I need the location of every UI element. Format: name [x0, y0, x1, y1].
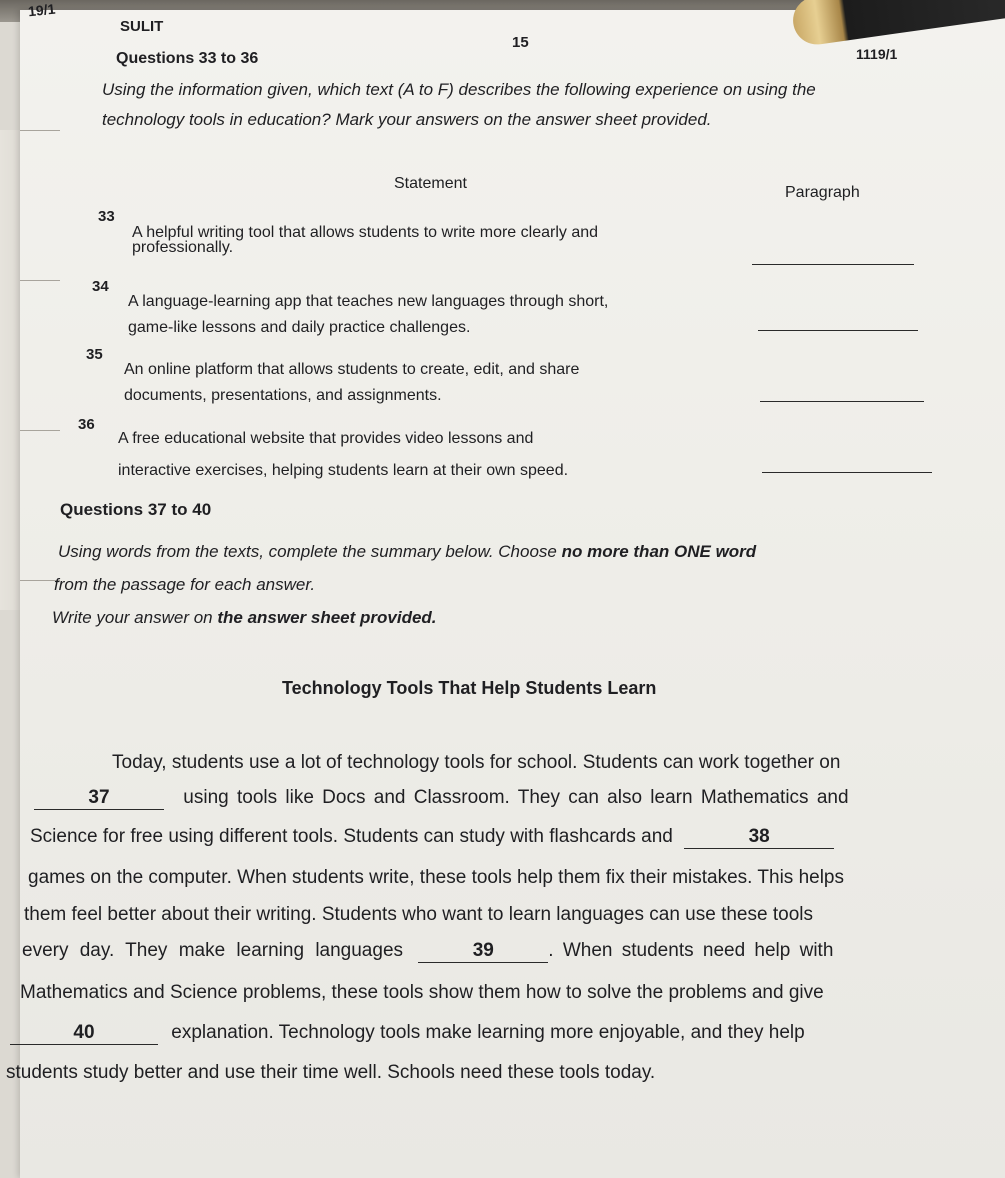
answer-blank-38[interactable] — [684, 826, 834, 849]
answer-blank-39[interactable] — [418, 940, 548, 963]
question-text: A language-learning app that teaches new languages through short, — [128, 293, 609, 310]
answer-blank-34[interactable] — [758, 330, 918, 331]
question-text: professionally. — [132, 239, 234, 256]
summary-line — [30, 826, 834, 849]
summary-line: Today, students use a lot of technology tools for school. Students can work together on — [112, 752, 841, 773]
instruction-text: Write your answer on — [52, 608, 218, 627]
corner-page-code: 19/1 — [27, 0, 57, 20]
answer-blank-37[interactable] — [34, 787, 164, 810]
instruction-text: Using words from the texts, complete the summary below. Choose — [58, 542, 562, 561]
summary-text: . When students need help with — [548, 940, 834, 961]
summary-line — [34, 787, 849, 810]
page-number: 15 — [512, 34, 529, 51]
blank-number: 39 — [472, 940, 494, 961]
blank-number: 38 — [748, 826, 770, 847]
part1-instruction-line2: technology tools in education? Mark your answers on the answer sheet provided. — [102, 110, 712, 129]
page-edge-line — [20, 430, 60, 431]
answer-blank-35[interactable] — [760, 401, 924, 402]
part1-instruction-line1: Using the information given, which text (A to F) describes the following experience on using the — [102, 80, 816, 99]
part2-heading: Questions 37 to 40 — [60, 500, 212, 519]
summary-line: games on the computer. When students write, these tools help them fix their mistakes. This helps — [28, 867, 844, 888]
question-number: 33 — [98, 208, 115, 225]
summary-line — [22, 940, 833, 963]
summary-title: Technology Tools That Help Students Learn — [282, 678, 657, 698]
exam-page — [6, 0, 1005, 1178]
blank-number: 40 — [73, 1022, 95, 1043]
column-paragraph-header: Paragraph — [785, 184, 860, 201]
question-number: 36 — [78, 416, 95, 433]
page-edge-line — [20, 280, 60, 281]
question-text: A free educational website that provides video lessons and — [118, 430, 534, 447]
question-number: 34 — [92, 278, 109, 295]
instruction-emphasis: no more than ONE word — [561, 542, 757, 561]
question-text: documents, presentations, and assignments. — [124, 387, 442, 404]
summary-line: Mathematics and Science problems, these tools show them how to solve the problems and give — [20, 982, 824, 1003]
question-text: game-like lessons and daily practice challenges. — [128, 319, 471, 336]
instruction-emphasis: the answer sheet provided. — [217, 608, 437, 627]
column-statement-header: Statement — [394, 175, 467, 192]
summary-text: Science for free using different tools. Students can study with flashcards and — [30, 826, 673, 847]
summary-text: every day. They make learning languages — [22, 940, 404, 961]
answer-blank-33[interactable] — [752, 264, 914, 265]
summary-line: students study better and use their time well. Schools need these tools today. — [6, 1062, 656, 1083]
summary-line — [10, 1022, 805, 1045]
summary-line: them feel better about their writing. Students who want to learn languages can use these tools — [24, 904, 813, 925]
summary-text: explanation. Technology tools make learning more enjoyable, and they help — [171, 1022, 805, 1043]
sulit-label: SULIT — [120, 18, 164, 35]
paper-code: 1119/1 — [856, 46, 898, 62]
part2-instruction-line2: from the passage for each answer. — [54, 575, 316, 594]
question-text: interactive exercises, helping students learn at their own speed. — [118, 462, 569, 479]
part1-heading: Questions 33 to 36 — [116, 50, 259, 67]
part2-instruction-line3 — [52, 608, 437, 628]
blank-number: 37 — [88, 787, 110, 808]
answer-blank-40[interactable] — [10, 1022, 158, 1045]
part2-instruction-line1 — [58, 542, 756, 562]
question-text: An online platform that allows students to create, edit, and share — [124, 361, 580, 378]
question-number: 35 — [86, 346, 103, 363]
summary-text: using tools like Docs and Classroom. They can also learn Mathematics and — [183, 787, 849, 808]
page-edge-line — [20, 130, 60, 131]
question-text: A helpful writing tool that allows students to write more clearly and — [132, 224, 599, 241]
answer-blank-36[interactable] — [762, 472, 932, 473]
